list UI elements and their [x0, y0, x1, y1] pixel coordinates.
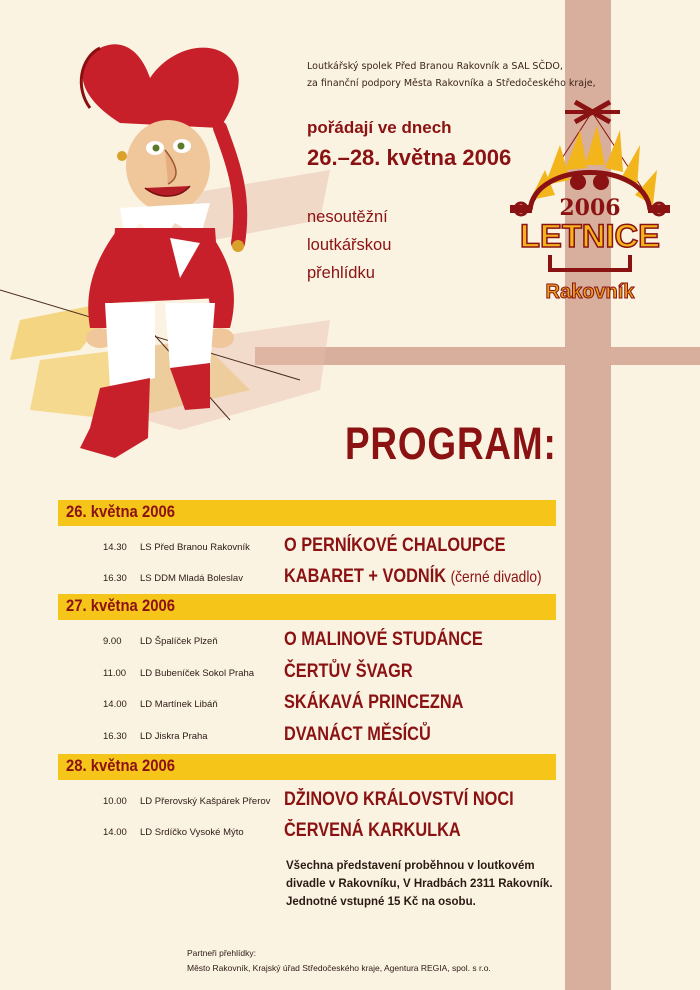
event-time: 14.30	[103, 542, 127, 553]
logo-town: Rakovník	[545, 281, 635, 303]
event-time: 9.00	[103, 636, 122, 647]
day-header	[58, 754, 556, 780]
dates-intro: pořádají ve dnech	[307, 118, 452, 137]
list-item	[58, 722, 568, 752]
partners-list: Město Rakovník, Krajský úřad Středočeského kraje, Agentura REGIA, spol. s r.o.	[187, 963, 491, 973]
event-title: ČERVENÁ KARKULKA	[284, 820, 461, 841]
day-label: 27. května 2006	[66, 597, 175, 615]
venue-line: Jednotné vstupné 15 Kč na osobu.	[286, 896, 476, 908]
event-group: LD Srdíčko Vysoké Mýto	[140, 827, 244, 838]
event-group: LD Jiskra Praha	[140, 731, 208, 742]
list-item	[58, 564, 568, 594]
list-item	[58, 690, 568, 720]
event-group: LD Přerovský Kašpárek Přerov	[140, 796, 271, 807]
description-line-1: nesoutěžní	[307, 208, 388, 226]
description-line-2: loutkářskou	[307, 236, 392, 254]
list-item	[58, 533, 568, 563]
event-title: O PERNÍKOVÉ CHALOUPCE	[284, 535, 506, 556]
organizers-line-2: za finanční podpory Města Rakovníka a Středočeského kraje,	[307, 78, 596, 89]
event-time: 16.30	[103, 573, 127, 584]
event-title: DVANÁCT MĚSÍCŮ	[284, 724, 431, 745]
event-time: 11.00	[103, 668, 127, 679]
event-title: O MALINOVÉ STUDÁNCE	[284, 629, 483, 650]
letnice-logo	[505, 100, 675, 310]
event-time: 10.00	[103, 796, 127, 807]
program-title: PROGRAM:	[345, 418, 557, 469]
event-note: (černé divadlo)	[450, 569, 542, 586]
list-item	[58, 659, 568, 689]
event-time: 14.00	[103, 827, 127, 838]
list-item	[58, 787, 568, 817]
event-group: LD Bubeníček Sokol Praha	[140, 668, 255, 679]
logo-name: LETNICE	[520, 218, 660, 254]
event-time: 14.00	[103, 699, 127, 710]
list-item	[58, 818, 568, 848]
partners	[187, 946, 491, 976]
organizers-line-1: Loutkářský spolek Před Branou Rakovník a SAL SČDO,	[307, 61, 563, 72]
day-label: 28. května 2006	[66, 757, 175, 775]
day-header	[58, 500, 556, 526]
day-label: 26. května 2006	[66, 503, 175, 521]
event-title: ČERTŮV ŠVAGR	[284, 661, 413, 682]
list-item	[58, 627, 568, 657]
event-group: LS DDM Mladá Boleslav	[140, 573, 243, 584]
event-dates: 26.–28. května 2006	[307, 145, 512, 170]
partners-heading: Partneři přehlídky:	[187, 948, 256, 958]
venue-line: divadle v Rakovníku, V Hradbách 2311 Rakovník.	[286, 878, 553, 890]
event-group: LS Před Branou Rakovník	[140, 542, 250, 553]
jester-puppet-illustration	[60, 38, 260, 478]
event-group: LD Martínek Libáň	[140, 699, 218, 710]
event-title: SKÁKAVÁ PRINCEZNA	[284, 692, 464, 713]
venue-info	[286, 857, 553, 911]
event-time: 16.30	[103, 731, 127, 742]
description-line-3: přehlídku	[307, 264, 375, 282]
day-header	[58, 594, 556, 620]
logo-year: 2006	[559, 195, 621, 221]
event-title: DŽINOVO KRÁLOVSTVÍ NOCI	[284, 789, 514, 810]
venue-line: Všechna představení proběhnou v loutkovém	[286, 860, 535, 872]
event-title: KABARET + VODNÍK	[284, 566, 447, 587]
event-group: LD Špalíček Plzeň	[140, 636, 218, 647]
